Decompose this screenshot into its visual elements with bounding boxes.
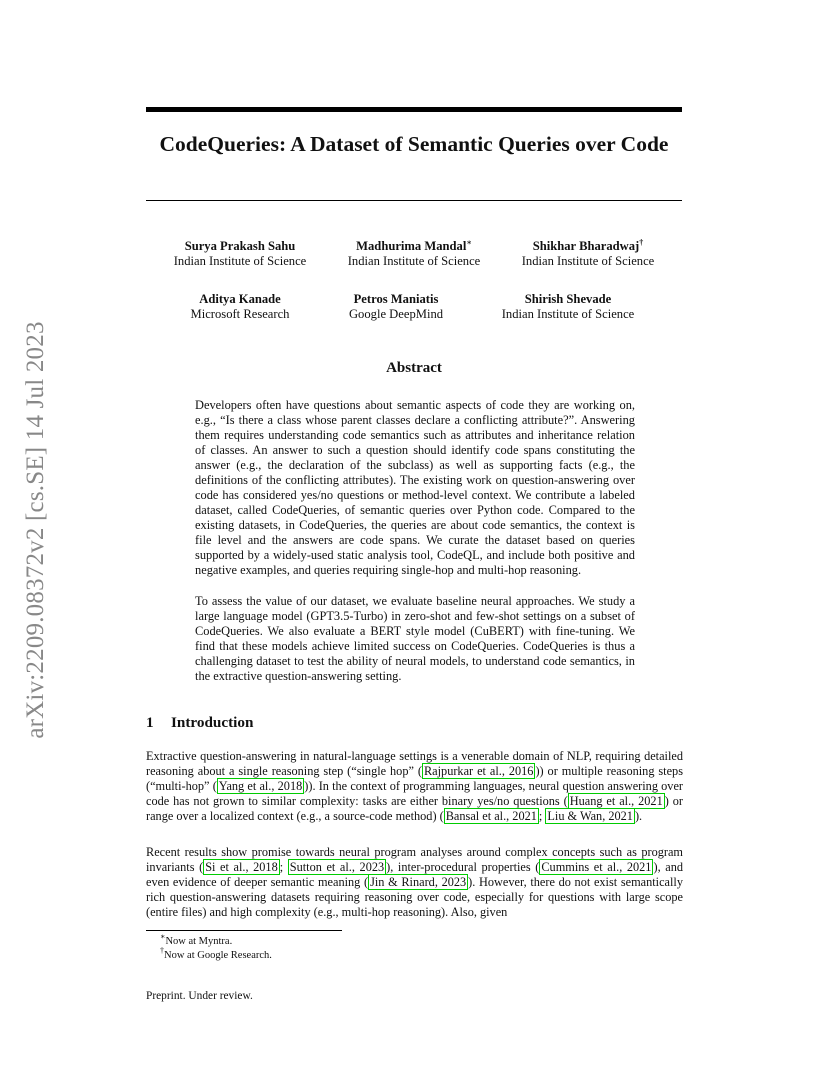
citation-link[interactable]: Huang et al., 2021 [569, 794, 663, 808]
body-paragraph [146, 845, 683, 920]
title-top-rule [146, 107, 682, 112]
abstract-paragraph: To assess the value of our dataset, we evaluate baseline neural approaches. We study a large language model (GPT3.5-Turbo) in zero-shot and few-shot settings on a subset of CodeQueries. We also evaluate a BERT style model (CuBERT) with fine-tuning. We find that these models achieve limited success on CodeQueries. CodeQueries is thus a challenging dataset to test the ability of neural models, to understand code semantics, in the extractive question-answering setting. [195, 594, 635, 683]
author-affiliation: Google DeepMind [348, 307, 444, 321]
paragraph-text: ), and even evidence of deeper semantic meaning ( [146, 860, 683, 889]
section-heading [146, 714, 253, 732]
abstract-heading: Abstract [386, 360, 442, 376]
author-name: Petros Maniatis [353, 292, 439, 306]
footnote [160, 932, 233, 948]
author-affiliation: Indian Institute of Science [173, 254, 307, 268]
paragraph-text: ; [279, 860, 288, 874]
paragraph-text: )) or multiple reasoning steps (“multi-hop” ( [146, 764, 683, 793]
paragraph-text: ) or range over a localized context (e.g., a source-code method) ( [146, 794, 683, 823]
author-block [316, 292, 476, 322]
footnote [160, 946, 272, 962]
author-name: Surya Prakash Sahu [184, 239, 296, 253]
author-name: Shirish Shevade [524, 292, 612, 306]
author-name: Aditya Kanade [199, 292, 281, 306]
citation-link[interactable]: Cummins et al., 2021 [541, 860, 652, 874]
author-affiliation: Indian Institute of Science [347, 254, 481, 268]
author-block [160, 239, 320, 269]
author-affiliation: Microsoft Research [190, 307, 290, 321]
citation-link[interactable]: Liu & Wan, 2021 [547, 809, 633, 823]
body-paragraph [146, 749, 683, 824]
paragraph-text: Extractive question-answering in natural-language settings is a venerable domain of NLP, requiring detailed reasoning about a single reasoning step (“single hop” ( [146, 749, 683, 778]
author-affiliation: Indian Institute of Science [501, 307, 635, 321]
preprint-notice: Preprint. Under review. [146, 990, 253, 1002]
footnote-mark: ∗ [160, 932, 166, 941]
paper-title: CodeQueries: A Dataset of Semantic Queries over Code [159, 132, 669, 156]
paragraph-text: ), inter-procedural properties ( [386, 860, 540, 874]
paragraph-text: ). However, there do not exist semantically rich question-answering datasets requiring reasoning over code, especially for questions with large scope (entire files) and high complexity (e.g., multi-hop reasoning). Also, given [146, 875, 683, 919]
author-footnote-mark: ∗ [466, 238, 472, 247]
footnote-rule [146, 930, 342, 931]
citation-link[interactable]: Yang et al., 2018 [218, 779, 303, 793]
footnote-mark: † [160, 946, 164, 955]
citation-link[interactable]: Rajpurkar et al., 2016 [423, 764, 534, 778]
footnote-text: Now at Google Research. [164, 950, 272, 961]
paragraph-text: ; [538, 809, 546, 823]
section-title: Introduction [171, 714, 254, 731]
author-block [508, 239, 668, 269]
author-block [334, 239, 494, 269]
citation-link[interactable]: Sutton et al., 2023 [289, 860, 385, 874]
abstract-paragraph: Developers often have questions about semantic aspects of code they are working on, e.g., “Is there a class whose parent classes declare a conflicting attribute?”. Answering them requires understanding code semantics such as attributes and inheritance relation of classes. An answer to such a question should identify code spans constituting the answer (e.g., the declaration of the subclass) as well as supporting facts (e.g., the definitions of the conflicting attributes). The existing work on question-answering over code has considered yes/no questions or method-level context. We contribute a labeled dataset, called CodeQueries, of semantic queries over Python code. Compared to the existing datasets, in CodeQueries, the queries are about code semantics, the context is file level and the answers are code spans. We curate the dataset based on queries supported by a widely-used static analysis tool, CodeQL, and include both positive and negative examples, and queries requiring single-hop and multi-hop reasoning. [195, 398, 635, 577]
author-name: Madhurima Mandal [356, 239, 467, 253]
paragraph-text: ). [634, 809, 643, 823]
author-block [160, 292, 320, 322]
author-affiliation: Indian Institute of Science [521, 254, 655, 268]
citation-link[interactable]: Si et al., 2018 [205, 860, 278, 874]
citation-link[interactable]: Jin & Rinard, 2023 [370, 875, 467, 889]
author-name: Shikhar Bharadwaj [532, 239, 640, 253]
section-number: 1 [146, 714, 154, 731]
footnote-text: Now at Myntra. [165, 936, 233, 947]
paragraph-text: )). In the context of programming languages, neural question answering over code has not grown to similar complexity: tasks are either binary yes/no questions ( [146, 779, 683, 808]
author-block [486, 292, 650, 322]
author-footnote-mark: † [639, 238, 644, 247]
title-bottom-rule [146, 200, 682, 201]
paragraph-text: Recent results show promise towards neural program analyses around complex concepts such as program invariants ( [146, 845, 683, 874]
arxiv-identifier-stamp: arXiv:2209.08372v2 [cs.SE] 14 Jul 2023 [22, 321, 49, 739]
citation-link[interactable]: Bansal et al., 2021 [445, 809, 537, 823]
